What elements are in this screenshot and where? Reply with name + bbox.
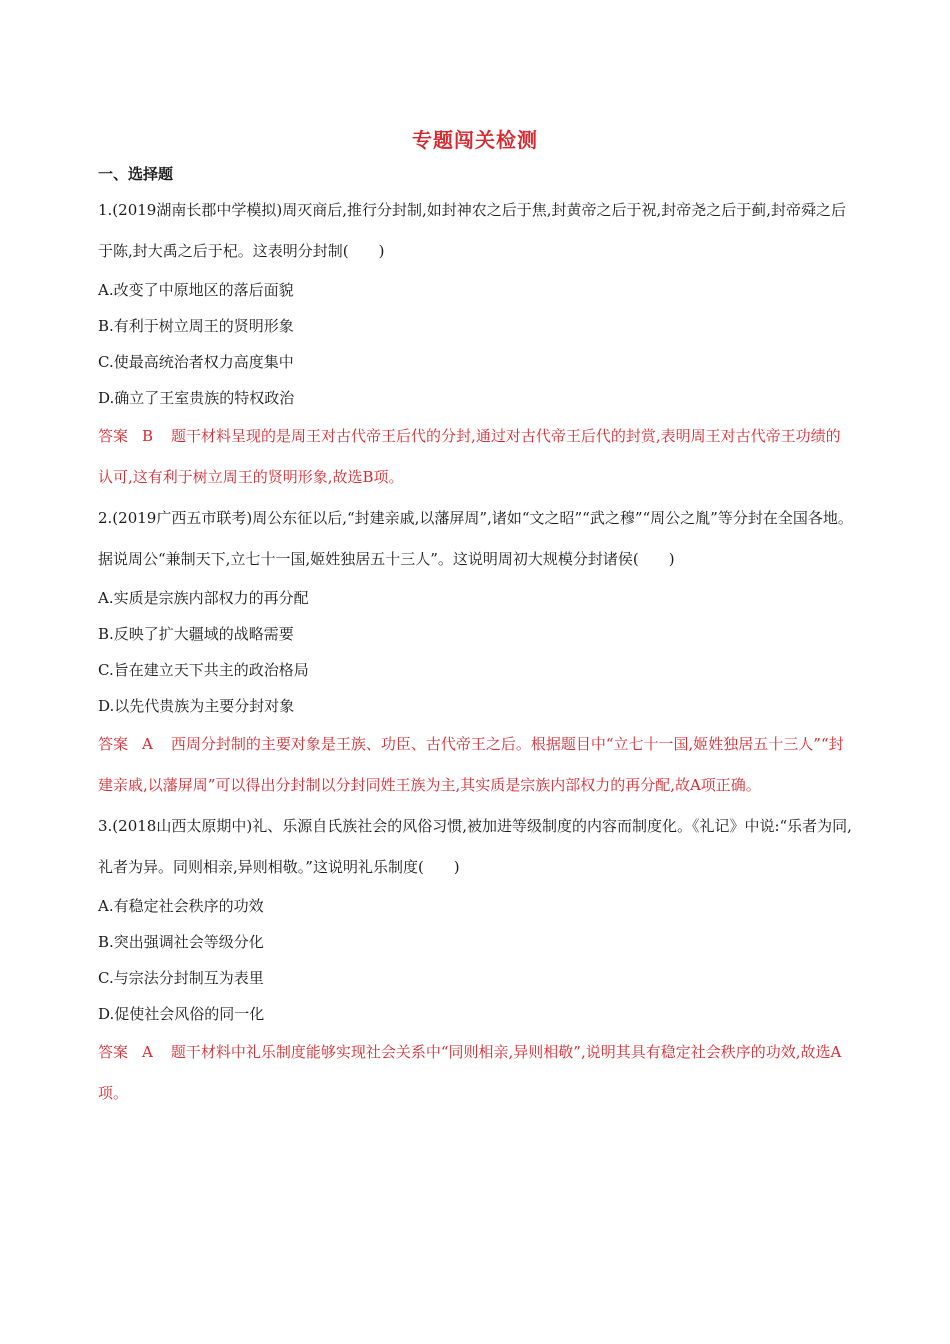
answer-label: 答案 — [98, 735, 129, 753]
option-c: C.使最高统治者权力高度集中 — [98, 353, 294, 371]
option-c: C.与宗法分封制互为表里 — [98, 969, 264, 987]
answer-explanation: 题干材料呈现的是周王对古代帝王后代的分封,通过对古代帝王后代的封赏,表明周王对古代帝王功绩的认可,这有利于树立周王的贤明形象,故选B项。 — [98, 427, 841, 486]
option-d: D.促使社会风俗的同一化 — [98, 1005, 265, 1023]
option-a: A.改变了中原地区的落后面貌 — [98, 281, 294, 299]
answer-label: 答案 — [98, 1043, 129, 1061]
answer-letter: A — [142, 735, 153, 753]
question-stem: 3.(2018山西太原期中)礼、乐源自氏族社会的风俗习惯,被加进等级制度的内容而制度化。《礼记》中说:“乐者为同,礼者为异。同则相亲,异则相敬。”这说明礼乐制度( ) — [98, 817, 852, 876]
section-heading: 一、选择题 — [98, 165, 174, 183]
question-2 — [98, 498, 854, 806]
answer-label: 答案 — [98, 427, 129, 445]
question-list — [98, 190, 854, 1114]
option-d: D.确立了王室贵族的特权政治 — [98, 389, 295, 407]
option-c: C.旨在建立天下共主的政治格局 — [98, 661, 309, 679]
answer-letter: A — [142, 1043, 153, 1061]
option-a: A.有稳定社会秩序的功效 — [98, 897, 264, 915]
option-b: B.突出强调社会等级分化 — [98, 933, 264, 951]
question-stem: 1.(2019湖南长郡中学模拟)周灭商后,推行分封制,如封神农之后于焦,封黄帝之后于祝,封帝尧之后于蓟,封帝舜之后于陈,封大禹之后于杞。这表明分封制( ) — [98, 201, 847, 260]
option-a: A.实质是宗族内部权力的再分配 — [98, 589, 309, 607]
page-title: 专题闯关检测 — [412, 128, 538, 152]
answer-letter: B — [142, 427, 154, 445]
answer-block — [98, 724, 854, 806]
question-1 — [98, 190, 854, 498]
option-d: D.以先代贵族为主要分封对象 — [98, 697, 295, 715]
option-b: B.反映了扩大疆域的战略需要 — [98, 625, 294, 643]
question-3 — [98, 806, 854, 1114]
question-stem: 2.(2019广西五市联考)周公东征以后,“封建亲戚,以藩屏周”,诸如“文之昭”“武之穆”“周公之胤”等分封在全国各地。据说周公“兼制天下,立七十一国,姬姓独居五十三人”。这说明周初大规模分封诸侯( ) — [98, 509, 853, 568]
answer-block — [98, 416, 854, 498]
answer-explanation: 西周分封制的主要对象是王族、功臣、古代帝王之后。根据题目中“立七十一国,姬姓独居五十三人”“封建亲戚,以藩屏周”可以得出分封制以分封同姓王族为主,其实质是宗族内部权力的再分配,故A项正确。 — [98, 735, 844, 794]
answer-block — [98, 1032, 854, 1114]
option-b: B.有利于树立周王的贤明形象 — [98, 317, 294, 335]
answer-explanation: 题干材料中礼乐制度能够实现社会关系中“同则相亲,异则相敬”,说明其具有稳定社会秩序的功效,故选A项。 — [98, 1043, 842, 1102]
